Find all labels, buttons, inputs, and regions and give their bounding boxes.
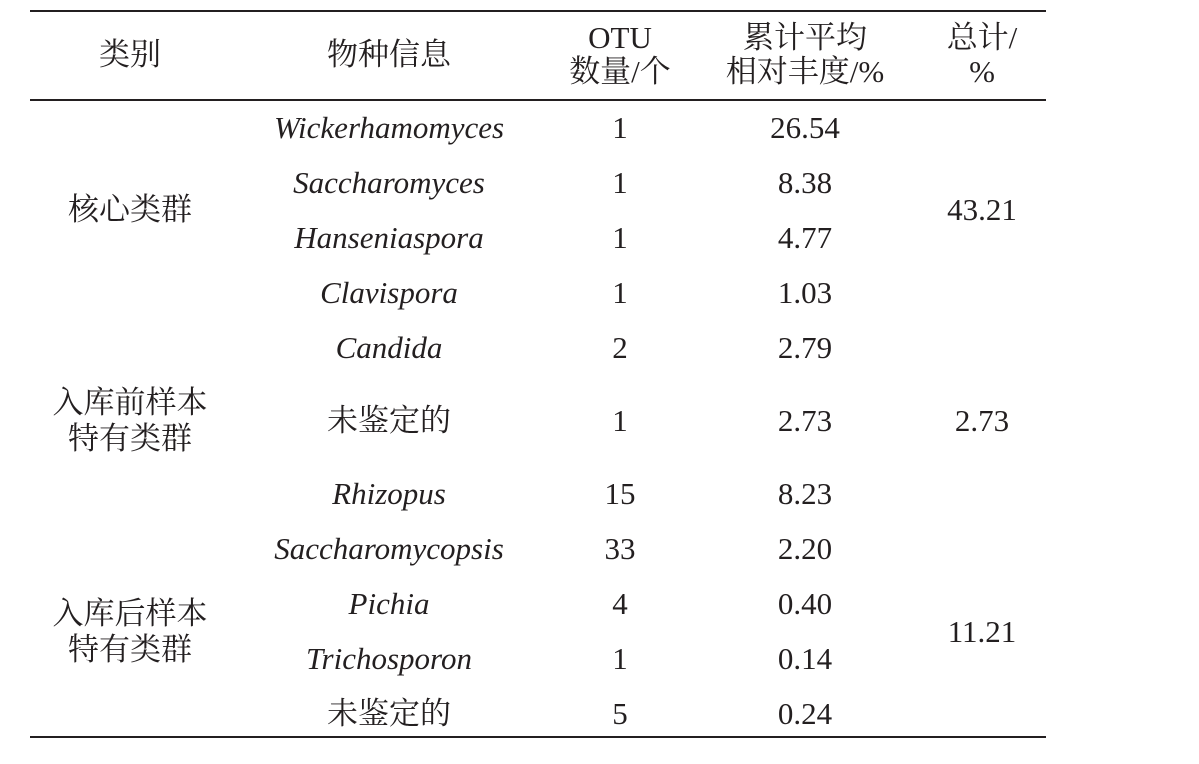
header-row <box>30 10 1046 100</box>
otu-cell: 5 <box>612 696 628 731</box>
otu-cell: 33 <box>604 530 636 566</box>
header-otu-count <box>548 10 692 100</box>
species-cell: Hanseniaspora <box>294 219 484 255</box>
table-row <box>30 521 1046 576</box>
group-label-core: 核心类群 <box>68 192 192 227</box>
group-label-pre-storage <box>30 320 230 521</box>
group-label-line1: 入库前样本 <box>52 384 208 420</box>
abundance-cell: 8.38 <box>777 164 833 200</box>
abundance-cell: 0.24 <box>777 696 833 731</box>
otu-cell: 1 <box>612 219 628 255</box>
header-category: 类别 <box>99 37 161 72</box>
abundance-cell: 2.79 <box>777 329 833 365</box>
abundance-cell: 2.73 <box>777 402 833 438</box>
header-total <box>918 10 1046 100</box>
abundance-cell: 26.54 <box>770 109 840 145</box>
group-label-line1: 入库后样本 <box>52 595 208 631</box>
header-relative-abundance <box>692 10 918 100</box>
species-cell: Saccharomycopsis <box>274 530 504 566</box>
table-row <box>30 320 1046 375</box>
header-otu-line1: OTU <box>588 20 652 55</box>
otu-abundance-table <box>30 10 1046 742</box>
abundance-cell: 0.14 <box>777 640 833 676</box>
species-cell: Pichia <box>348 585 430 621</box>
species-cell: 未鉴定的 <box>327 696 451 731</box>
otu-cell: 2 <box>612 329 628 365</box>
otu-cell: 1 <box>612 164 628 200</box>
otu-cell: 15 <box>604 475 636 511</box>
header-abundance-line1: 累计平均 <box>743 20 867 55</box>
group-total-core: 43.21 <box>947 192 1017 227</box>
group-total-post-storage: 11.21 <box>947 613 1017 649</box>
otu-cell: 1 <box>612 640 628 676</box>
header-species: 物种信息 <box>327 37 451 72</box>
species-cell: Saccharomyces <box>293 164 485 200</box>
header-total-line2: % <box>969 54 995 89</box>
abundance-cell: 8.23 <box>777 475 833 511</box>
species-cell: Wickerhamomyces <box>273 109 505 145</box>
group-total-pre-storage: 2.73 <box>954 402 1010 438</box>
species-cell: Trichosporon <box>306 640 472 676</box>
header-otu-line2: 数量/个 <box>569 54 671 89</box>
species-cell: 未鉴定的 <box>327 402 451 438</box>
species-cell: Candida <box>335 329 443 365</box>
abundance-cell: 0.40 <box>777 585 833 621</box>
header-total-line1: 总计/ <box>946 20 1018 55</box>
group-label-line2: 特有类群 <box>68 631 192 667</box>
abundance-cell: 2.20 <box>777 530 833 566</box>
otu-cell: 1 <box>612 402 628 438</box>
otu-cell: 4 <box>612 585 628 621</box>
otu-cell: 1 <box>612 274 628 310</box>
abundance-cell: 4.77 <box>777 219 833 255</box>
otu-cell: 1 <box>612 109 628 145</box>
header-abundance-line2: 相对丰度/% <box>725 54 885 89</box>
table-row <box>30 100 1046 155</box>
species-cell: Rhizopus <box>332 475 446 511</box>
group-label-post-storage <box>30 521 230 742</box>
species-cell: Clavispora <box>320 274 458 310</box>
abundance-cell: 1.03 <box>777 274 833 310</box>
group-label-line2: 特有类群 <box>68 420 192 456</box>
